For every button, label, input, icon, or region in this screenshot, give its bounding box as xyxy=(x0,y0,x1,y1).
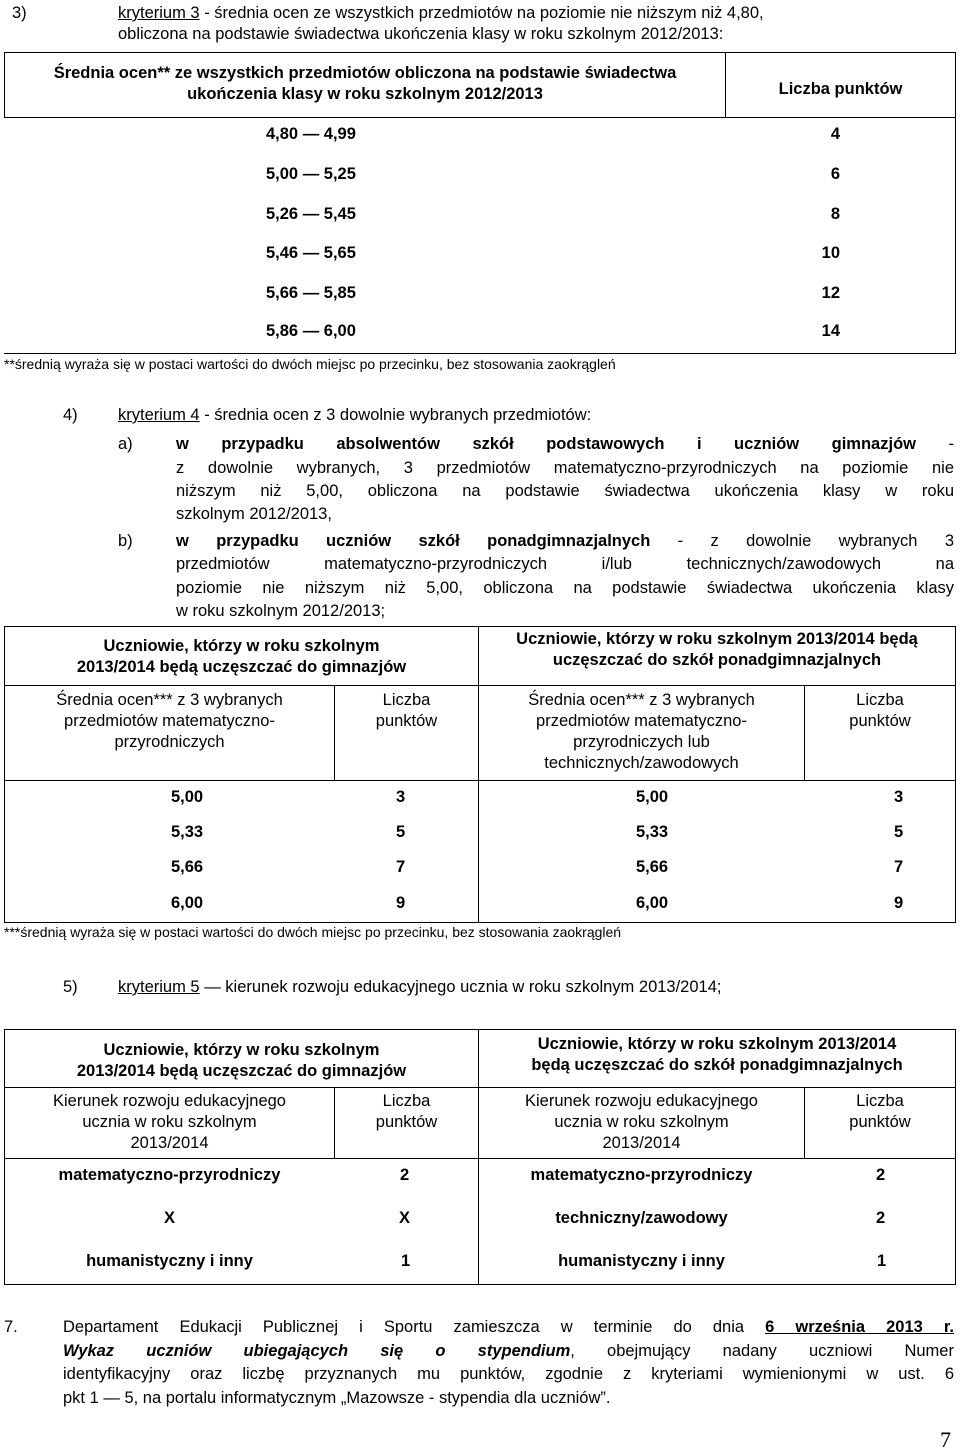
t2-left-points: 3 xyxy=(396,788,406,806)
s4b-rest: - z dowolnie wybranych 3 xyxy=(650,532,954,550)
s4b-bold: w przypadku uczniów szkół ponadgimnazjalnych xyxy=(176,532,651,550)
t3-left-points: X xyxy=(399,1209,411,1227)
s4b-line-4: w roku szkolnym 2012/2013; xyxy=(176,602,386,620)
t3-right-header xyxy=(479,1034,955,1076)
s3-number: 3) xyxy=(12,4,27,22)
s5-line-text: — kierunek rozwoju edukacyjnego ucznia w roku szkolnym 2013/2014; xyxy=(199,978,722,996)
t2-right-header xyxy=(479,629,955,671)
t3-left-sub-2: ucznia w roku szkolnym xyxy=(82,1113,257,1131)
t2-right-points-header xyxy=(805,690,955,732)
t1-range: 5,86 — 6,00 xyxy=(266,322,356,340)
s7-line-4: pkt 1 — 5, na portalu informatycznym „Mazowsze - stypendia dla uczniów”. xyxy=(63,1389,611,1407)
t1-points: 4 xyxy=(830,125,840,143)
s4a-dash: - xyxy=(948,435,954,453)
s4a-line-4: szkolnym 2012/2013, xyxy=(176,505,332,523)
t2-right-points: 9 xyxy=(894,894,904,912)
t1-points: 10 xyxy=(821,244,840,262)
t3-right-header-1: Uczniowie, którzy w roku szkolnym 2013/2014 xyxy=(537,1035,897,1053)
t2-right-points: 3 xyxy=(894,788,904,806)
t1-points: 6 xyxy=(830,165,840,183)
t2-right-sub-3: przyrodniczych lub xyxy=(573,733,710,751)
t2-right-sub-4: technicznych/zawodowych xyxy=(544,754,739,772)
s5-line xyxy=(118,977,721,998)
t2-right-avg: 5,66 xyxy=(636,858,669,876)
s7-line-2 xyxy=(63,1341,954,1362)
t1-footnote: **średnią wyraża się w postaci wartości do dwóch miejsc po przecinku, bez stosowania zaokrągleń xyxy=(4,356,616,372)
s7-line-1 xyxy=(63,1317,954,1338)
t2-left-sub-3: przyrodniczych xyxy=(114,733,225,751)
s5-number: 5) xyxy=(63,978,78,996)
t3-left-points-header xyxy=(335,1091,478,1133)
t2-right-points: 5 xyxy=(894,823,904,841)
t3-left-points-1: Liczba xyxy=(382,1092,431,1110)
t1-points: 14 xyxy=(821,322,840,340)
t2-right-sub xyxy=(479,690,804,774)
t2-left-sub xyxy=(5,690,334,753)
t3-left-sub-3: 2013/2014 xyxy=(130,1134,209,1152)
s4b-line-1 xyxy=(176,531,954,552)
t2-right-points-2: punktów xyxy=(849,712,911,730)
s4a-label: a) xyxy=(118,435,133,453)
s4-line xyxy=(118,405,591,426)
t2-left-points-2: punktów xyxy=(375,712,438,730)
t3-right-sub-1: Kierunek rozwoju edukacyjnego xyxy=(525,1092,758,1110)
s4a-line-3: niższym niż 5,00, obliczona na podstawie świadectwa ukończenia klasy w roku xyxy=(176,482,954,500)
page-number: 7 xyxy=(940,1427,951,1452)
t3-right-direction: techniczny/zawodowy xyxy=(555,1209,728,1227)
t2-right-avg: 5,33 xyxy=(636,823,669,841)
t2-right-avg: 6,00 xyxy=(636,894,669,912)
t3-left-sub-1: Kierunek rozwoju edukacyjnego xyxy=(53,1092,286,1110)
s3-line-1 xyxy=(118,3,954,24)
t3-right-sub-3: 2013/2014 xyxy=(602,1134,681,1152)
s4b-label: b) xyxy=(118,532,133,550)
t1-range: 5,46 — 5,65 xyxy=(266,244,356,262)
t1-header-left-1: Średnia ocen** ze wszystkich przedmiotów obliczona na podstawie świadectwa xyxy=(53,64,677,82)
s7-line-2-text: , obejmujący nadany uczniowi Numer xyxy=(570,1342,954,1360)
s3-line-1-text: - średnia ocen ze wszystkich przedmiotów na poziomie nie niższym niż 4,80, xyxy=(199,4,764,22)
s7-date: 6 września 2013 r. xyxy=(765,1318,954,1336)
t2-left-header-2: 2013/2014 będą uczęszczać do gimnazjów xyxy=(76,658,407,676)
t1-range: 5,26 — 5,45 xyxy=(266,205,356,223)
s4-criterion: kryterium 4 xyxy=(118,406,200,424)
t3-right-points-header xyxy=(805,1091,955,1133)
s7-line-1-text: Departament Edukacji Publicznej i Sportu zamieszcza w terminie do dnia xyxy=(63,1318,745,1336)
t1-header-right: Liczba punktów xyxy=(778,80,903,98)
s7-number: 7. xyxy=(4,1318,18,1336)
s5-criterion: kryterium 5 xyxy=(118,978,200,996)
t3-right-sub xyxy=(479,1091,804,1154)
t2-right-sub-1: Średnia ocen*** z 3 wybranych xyxy=(528,691,755,709)
t3-right-points: 2 xyxy=(876,1166,886,1184)
t3-left-direction: humanistyczny i inny xyxy=(86,1252,253,1270)
t3-right-direction: humanistyczny i inny xyxy=(558,1252,725,1270)
t3-left-direction: matematyczno-przyrodniczy xyxy=(58,1166,281,1184)
t2-left-sub-2: przedmiotów matematyczno- xyxy=(64,712,275,730)
s4-line-text: - średnia ocen z 3 dowolnie wybranych przedmiotów: xyxy=(199,406,592,424)
t1-points: 8 xyxy=(830,205,840,223)
s4-number: 4) xyxy=(63,406,78,424)
t3-right-direction: matematyczno-przyrodniczy xyxy=(530,1166,753,1184)
t3-left-header xyxy=(5,1040,478,1082)
t2-right-points: 7 xyxy=(894,858,904,876)
t1-range: 4,80 — 4,99 xyxy=(266,125,356,143)
s7-line-3: identyfikacyjny oraz liczbę przyznanych mu punktów, zgodnie z kryteriami wymienionymi w ust. 6 xyxy=(63,1365,954,1383)
t1-range: 5,66 — 5,85 xyxy=(266,284,356,302)
s3-line-2: obliczona na podstawie świadectwa ukończenia klasy w roku szkolnym 2012/2013: xyxy=(118,25,724,43)
s4a-line-1 xyxy=(176,434,954,455)
s7-list-title: Wykaz uczniów ubiegających się o stypendium xyxy=(63,1342,571,1360)
t3-right-points-2: punktów xyxy=(849,1113,911,1131)
s3-criterion: kryterium 3 xyxy=(118,4,200,22)
t1-range: 5,00 — 5,25 xyxy=(266,165,356,183)
t3-left-points: 1 xyxy=(401,1252,411,1270)
t2-right-sub-2: przedmiotów matematyczno- xyxy=(536,712,747,730)
t2-left-avg: 6,00 xyxy=(171,894,204,912)
t2-left-avg: 5,33 xyxy=(171,823,204,841)
t3-left-points: 2 xyxy=(400,1166,410,1184)
t2-left-header xyxy=(5,636,478,678)
t2-left-points: 5 xyxy=(396,823,406,841)
t3-right-points-1: Liczba xyxy=(856,1092,904,1110)
t2-left-points: 7 xyxy=(396,858,406,876)
t2-left-avg: 5,00 xyxy=(171,788,204,806)
t3-left-sub xyxy=(5,1091,334,1154)
t2-left-points-header xyxy=(335,690,478,732)
s4a-bold: w przypadku absolwentów szkół podstawowych i uczniów gimnazjów xyxy=(176,435,916,453)
t2-right-header-2: uczęszczać do szkół ponadgimnazjalnych xyxy=(552,651,882,669)
t3-left-direction: X xyxy=(163,1209,175,1227)
t2-left-points: 9 xyxy=(396,894,406,912)
t3-left-points-2: punktów xyxy=(375,1113,438,1131)
t2-footnote: ***średnią wyraża się w postaci wartości do dwóch miejsc po przecinku, bez stosowania zaokrągleń xyxy=(4,924,622,940)
t2-right-avg: 5,00 xyxy=(636,788,669,806)
t3-left-header-1: Uczniowie, którzy w roku szkolnym xyxy=(103,1041,380,1059)
s4b-line-2: przedmiotów matematyczno-przyrodniczych i/lub technicznych/zawodowych na xyxy=(176,555,954,573)
t2-left-sub-1: Średnia ocen*** z 3 wybranych xyxy=(56,691,283,709)
t2-left-header-1: Uczniowie, którzy w roku szkolnym xyxy=(103,637,380,655)
t3-right-points: 2 xyxy=(876,1209,886,1227)
t2-left-points-1: Liczba xyxy=(382,691,431,709)
t3-left-header-2: 2013/2014 będą uczęszczać do gimnazjów xyxy=(76,1062,407,1080)
t2-right-header-1: Uczniowie, którzy w roku szkolnym 2013/2014 będą xyxy=(516,630,918,648)
t1-header-left xyxy=(5,63,725,105)
t2-right-points-1: Liczba xyxy=(856,691,904,709)
s4a-line-2: z dowolnie wybranych, 3 przedmiotów matematyczno-przyrodniczych na poziomie nie xyxy=(176,459,954,477)
s4b-line-3: poziomie nie niższym niż 5,00, obliczona na podstawie świadectwa ukończenia klasy xyxy=(176,579,954,597)
t3-right-points: 1 xyxy=(877,1252,887,1270)
t1-points: 12 xyxy=(821,284,840,302)
t1-header-left-2: ukończenia klasy w roku szkolnym 2012/2013 xyxy=(187,85,543,103)
t2-left-avg: 5,66 xyxy=(171,858,204,876)
t3-right-header-2: będą uczęszczać do szkół ponadgimnazjalnych xyxy=(531,1056,903,1074)
t3-right-sub-2: ucznia w roku szkolnym xyxy=(554,1113,729,1131)
